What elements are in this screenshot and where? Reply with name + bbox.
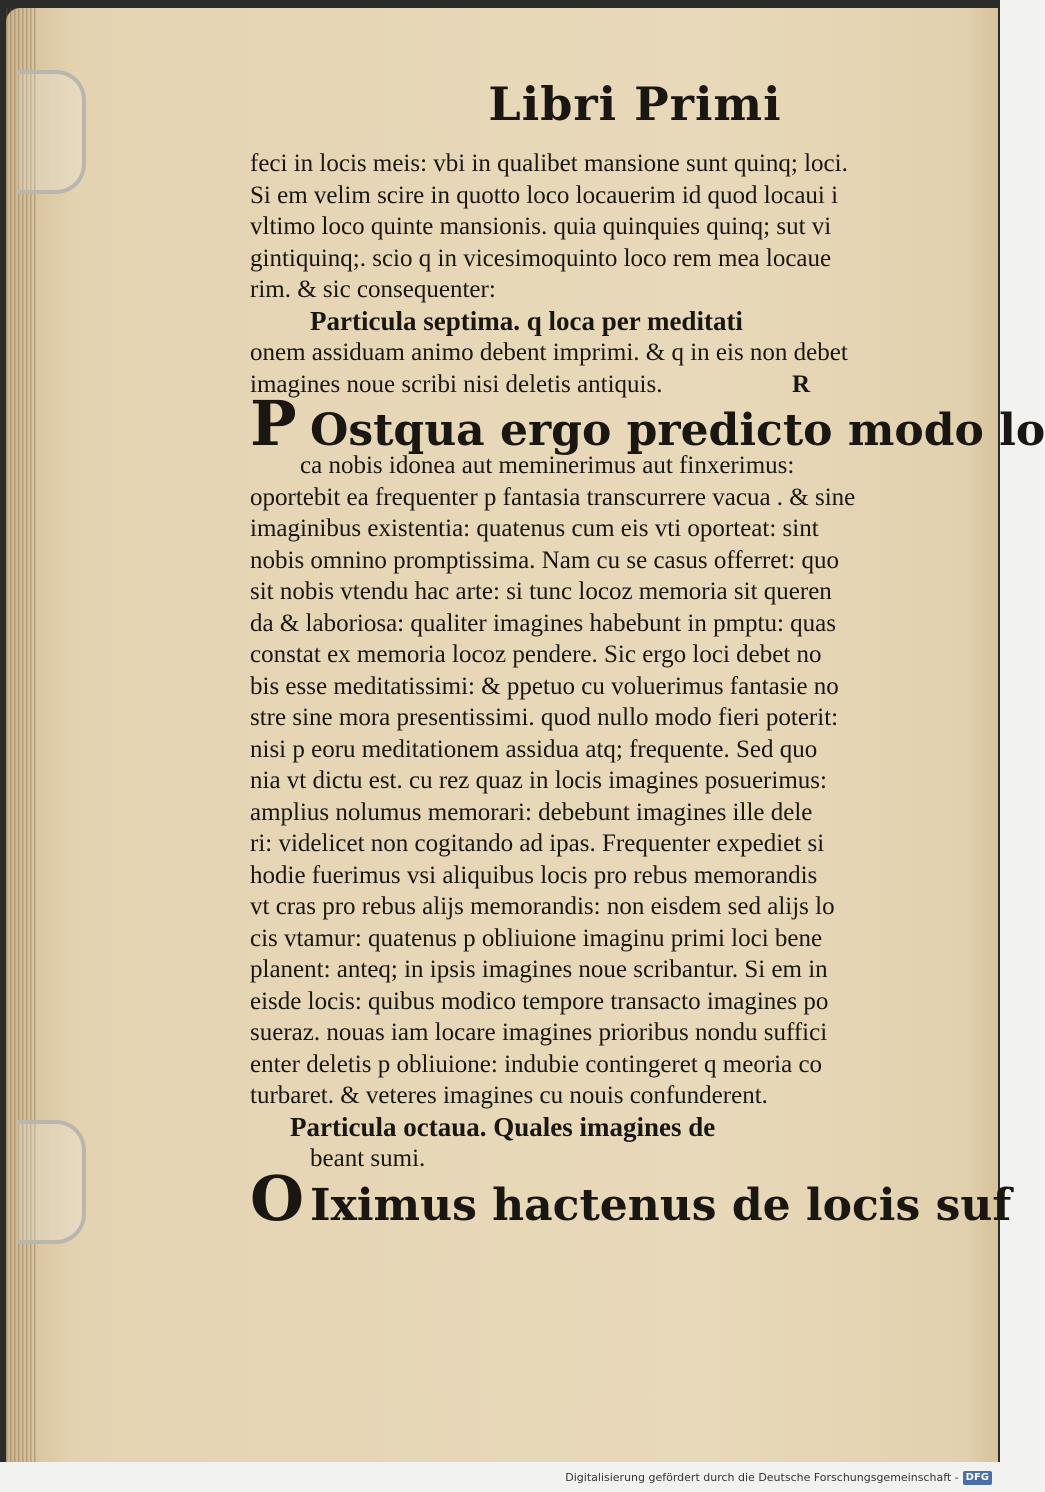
text-line: vt cras pro rebus alijs memorandis: non eisdem sed alijs lo — [250, 893, 835, 920]
text-line: sit nobis vtendu hac arte: si tunc locoz memoria sit queren — [250, 578, 832, 605]
section-heading-cont: beant sumi. — [310, 1145, 426, 1172]
text-line: Si em velim scire in quotto loco locauerim id quod locaui i — [250, 181, 839, 209]
opening-text: Ostqua ergo predicto modo lo — [310, 405, 1045, 456]
section-heading: Particula octaua. Quales imagines de — [290, 1111, 716, 1142]
running-head: Libri Primi — [488, 77, 782, 131]
text-line: ca nobis idonea aut meminerimus aut finxerimus: — [300, 452, 795, 479]
digitization-credit — [565, 1468, 992, 1488]
text-line: oportebit ea frequenter p fantasia transcurrere vacua . & sine — [250, 483, 856, 511]
text-line: amplius nolumus memorari: debebunt imagines ille dele — [250, 798, 813, 826]
text-line: gintiquinq;. scio q in vicesimoquinto loco rem mea locaue — [250, 244, 832, 272]
text-line: hodie fuerimus vsi aliquibus locis pro rebus memorandis — [250, 861, 818, 889]
text-line: stre sine mora presentissimi. quod nullo modo fieri poterit: — [250, 704, 839, 731]
dfg-logo: DFG — [963, 1471, 992, 1485]
page-text — [250, 72, 1045, 1235]
opening-text: Iximus hactenus de locis suf — [310, 1179, 1012, 1231]
credit-text: Digitalisierung gefördert durch die Deutsche Forschungsgemeinschaft - — [565, 1471, 959, 1484]
text-line: constat ex memoria locoz pendere. Sic ergo loci debet no — [250, 641, 822, 668]
text-line: nia vt dictu est. cu rez quaz in locis imagines posuerimus: — [250, 767, 827, 794]
paragraph-mark: R — [791, 370, 810, 398]
text-line: feci in locis meis: vbi in qualibet mansione sunt quinq; loci. — [250, 150, 848, 177]
section-heading-text: imagines noue scribi nisi deletis antiquis. — [250, 370, 663, 398]
text-line: ri: videlicet non cogitando ad ipas. Frequenter expediet si — [250, 830, 825, 857]
text-line: rim. & sic consequenter: — [250, 276, 496, 303]
text-line: vltimo loco quinte mansionis. quia quinquies quinq; sut vi — [250, 213, 832, 240]
text-line: eisde locis: quibus modico tempore transacto imagines po — [250, 987, 829, 1015]
section-heading-cont: onem assiduam animo debent imprimi. & q in eis non debet — [250, 339, 848, 366]
clip-icon — [18, 1120, 86, 1244]
text-line: nobis omnino promptissima. Nam cu se casus offerret: quo — [250, 546, 840, 574]
text-line: nisi p eoru meditationem assidua atq; frequente. Sed quo — [250, 735, 818, 763]
text-line: bis esse meditatissimi: & ppetuo cu voluerimus fantasie no — [250, 672, 839, 700]
paragraph-opening — [250, 1161, 1012, 1235]
section-heading: Particula septima. q loca per meditati — [310, 305, 743, 336]
text-line: da & laboriosa: qualiter imagines habebunt in pmptu: quas — [250, 609, 836, 637]
drop-initial-o: O — [250, 1161, 305, 1235]
clip-icon — [18, 70, 86, 194]
text-line: turbaret. & veteres imagines cu nouis confunderent. — [250, 1082, 768, 1109]
section-heading-cont — [250, 369, 940, 401]
drop-initial-p: P — [250, 387, 297, 460]
text-line: sueraz. nouas iam locare imagines prioribus nondu suffici — [250, 1019, 828, 1046]
text-line: imaginibus existentia: quatenus cum eis vti oporteat: sint — [250, 515, 819, 542]
text-line: planent: anteq; in ipsis imagines noue scribantur. Si em in — [250, 956, 828, 983]
paragraph-opening — [250, 387, 1045, 460]
text-line: cis vtamur: quatenus p obliuione imaginu primi loci bene — [250, 924, 823, 952]
text-line: enter deletis p obliuione: indubie contingeret q meoria co — [250, 1050, 823, 1078]
